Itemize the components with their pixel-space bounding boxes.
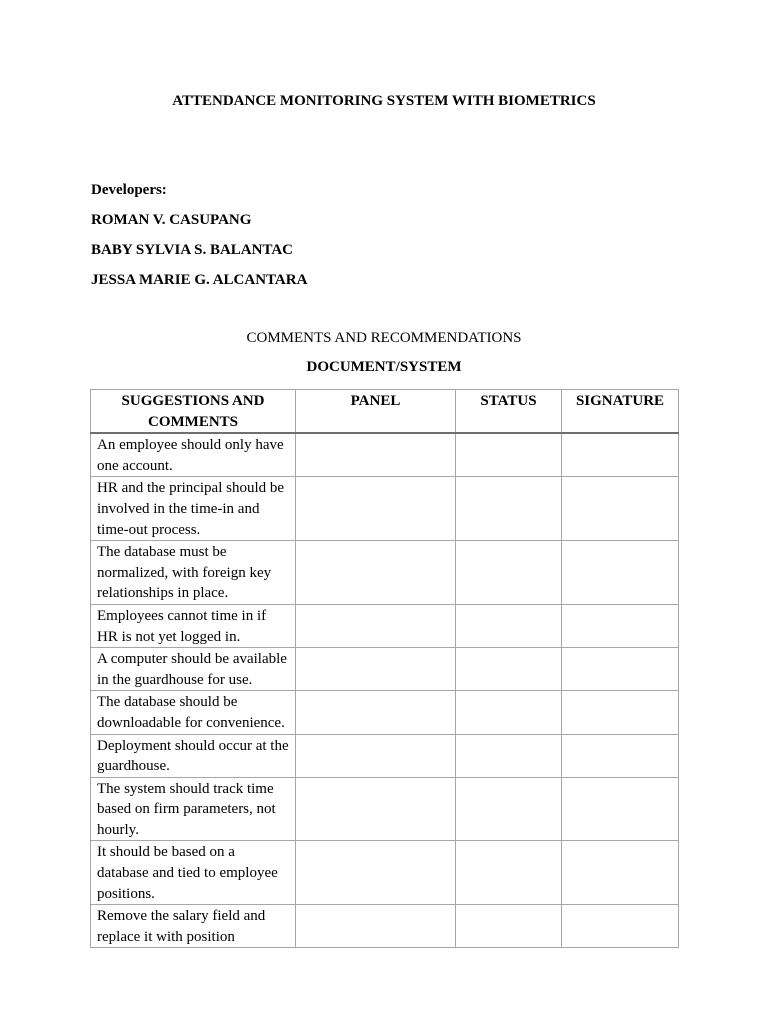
table-row	[91, 477, 679, 541]
signature-cell	[562, 691, 679, 734]
developer-name: BABY SYLVIA S. BALANTAC	[91, 242, 294, 258]
panel-cell	[296, 477, 456, 541]
suggestion-cell: Remove the salary field and replace it with position	[91, 905, 296, 948]
panel-cell	[296, 604, 456, 647]
suggestion-cell: The system should track time based on firm parameters, not hourly.	[91, 777, 296, 841]
developers-label: Developers:	[91, 182, 167, 198]
signature-cell	[562, 604, 679, 647]
table-row	[91, 691, 679, 734]
suggestion-cell: HR and the principal should be involved in the time-in and time-out process.	[91, 477, 296, 541]
section-title: COMMENTS AND RECOMMENDATIONS	[246, 330, 522, 346]
suggestion-cell: A computer should be available in the guardhouse for use.	[91, 648, 296, 691]
table-row	[91, 734, 679, 777]
developer-name: ROMAN V. CASUPANG	[91, 212, 252, 228]
status-cell	[456, 734, 562, 777]
document-title: ATTENDANCE MONITORING SYSTEM WITH BIOMETRICS	[172, 93, 596, 109]
suggestion-cell: An employee should only have one account.	[91, 433, 296, 477]
signature-cell	[562, 841, 679, 905]
table-row	[91, 777, 679, 841]
panel-cell	[296, 734, 456, 777]
column-header-suggestions: SUGGESTIONS AND COMMENTS	[91, 390, 296, 434]
status-cell	[456, 433, 562, 477]
signature-cell	[562, 648, 679, 691]
status-cell	[456, 691, 562, 734]
suggestion-cell: It should be based on a database and tied to employee positions.	[91, 841, 296, 905]
signature-cell	[562, 433, 679, 477]
column-header-panel: PANEL	[296, 390, 456, 434]
status-cell	[456, 905, 562, 948]
table-row	[91, 648, 679, 691]
panel-cell	[296, 648, 456, 691]
table-row	[91, 433, 679, 477]
developers-block	[91, 181, 307, 301]
status-cell	[456, 777, 562, 841]
suggestion-cell: Employees cannot time in if HR is not yet logged in.	[91, 604, 296, 647]
table-row	[91, 841, 679, 905]
column-header-status: STATUS	[456, 390, 562, 434]
status-cell	[456, 477, 562, 541]
table-row	[91, 905, 679, 948]
signature-cell	[562, 477, 679, 541]
developer-name: JESSA MARIE G. ALCANTARA	[91, 272, 308, 288]
status-cell	[456, 648, 562, 691]
panel-cell	[296, 777, 456, 841]
status-cell	[456, 841, 562, 905]
suggestion-cell: The database must be normalized, with foreign key relationships in place.	[91, 541, 296, 605]
column-header-signature: SIGNATURE	[562, 390, 679, 434]
signature-cell	[562, 734, 679, 777]
status-cell	[456, 541, 562, 605]
panel-cell	[296, 905, 456, 948]
suggestion-cell: The database should be downloadable for convenience.	[91, 691, 296, 734]
signature-cell	[562, 905, 679, 948]
table-header-row	[91, 390, 679, 434]
panel-cell	[296, 433, 456, 477]
panel-cell	[296, 541, 456, 605]
panel-cell	[296, 841, 456, 905]
suggestion-cell: Deployment should occur at the guardhouse.	[91, 734, 296, 777]
section-subtitle: DOCUMENT/SYSTEM	[306, 359, 462, 375]
signature-cell	[562, 541, 679, 605]
panel-cell	[296, 691, 456, 734]
status-cell	[456, 604, 562, 647]
table-row	[91, 604, 679, 647]
table-row	[91, 541, 679, 605]
signature-cell	[562, 777, 679, 841]
comments-table	[90, 389, 679, 948]
